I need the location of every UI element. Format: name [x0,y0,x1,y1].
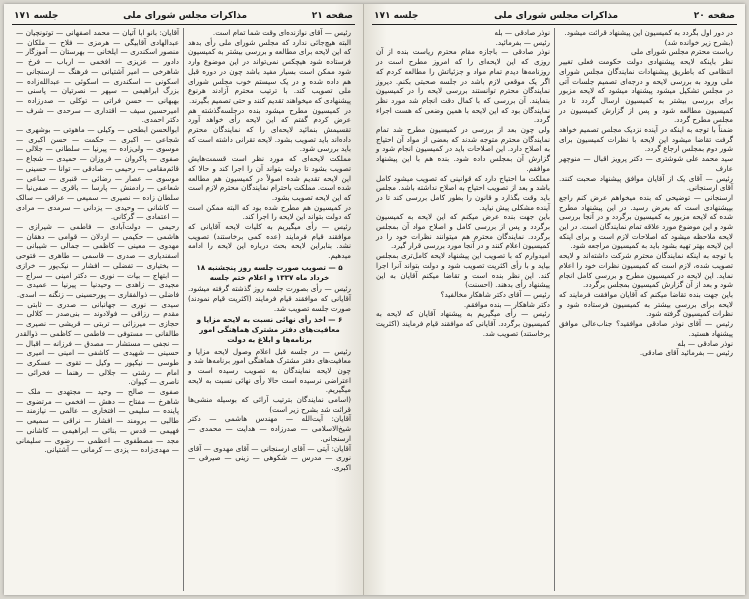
body-paragraph: ریاست محترم مجلس شورای ملی [630,47,733,57]
body-paragraph: امیدوارم که با تصویب این پیشنهاد لایحه کامل‌تری بمجلس بیاید و با رأی اکثریت تصویب شود و دولت بتواند آنرا اجرا کند. این نظر بنده است و تقاضا میکنم آقایان به این پیشنهاد رأی بدهند. (احسنت) [376,251,550,290]
left-page-number: صفحه ۲۱ [311,10,353,21]
body-paragraph: مملکت لایحه‌ای که مورد نظر است قسمت‌هایش تصویب بشود تا دولت بتواند آن را اجرا کند و حالا که این لایحه تقدیم شده اصولاً در کمیسیون هم مطالعه شده است. مملکت باحترام نمایندگان محترم لازم است که این لایحه تصویب بشود. [188,154,351,202]
body-paragraph: ولی چون بعد از بررسی در کمیسیون مطرح شد تمام نمایندگان محترم متوجه شدند که بعضی از مواد آن احتیاج به اصلاح دارد. این اصلاحات باید در کمیسیون انجام شود و گزارش آن بمجلس داده شود. بنده هم با این پیشنهاد موافقم. [376,125,550,173]
name-list-paragraph: سیدی — نوری — جهانبانی — صدری — ثابتی — مقدم — رزاقی — فولادوند — بنی‌صدر — کلالی — حجازی — میرزائی — تربتی — قریشی — نصیری — طالقانی — مستوفی — فاطمی — کاظمی — ذوالقدر — نجفی — مستشار — مصدق — فرزانه — اقبال — حسینی — شهیدی — کاشفی — امینی — امیری — طوسی — نیکپور — وکیل — تقوی — عسکری — امام — رشتی — جلالی — رهنما — فخرائی — ناصری — کیوان. [16,299,179,387]
body-paragraph: باین جهت بنده عرض میکنم که این لایحه به کمیسیون برگردد و پس از بررسی کامل و اصلاح مواد آن بمجلس برگردد. نمایندگان محترم هم میتوانند نظرات خود را در کمیسیون اعلام کنند و در آنجا مورد بررسی قرار گیرد. [376,212,550,251]
right-page-number: صفحه ۲۰ [693,10,735,21]
body-paragraph: در دور اول بگردد به کمیسیون این پیشنهاد قرائت میشود. [564,28,733,37]
body-paragraph: مملکت ما احتیاج دارد که قوانینی که تصویب میشود کامل باشد و بعد از تصویب احتیاج به اصلاح نداشته باشد. مجلس باید وقت بگذارد و قانون را بطور کامل بررسی کند تا در آینده مشکلی پیش نیاید. [376,173,550,212]
speaker-paragraph: رئیس — رأی میگیریم به کلیات لایحه آقایانی که موافقند قیام فرمایند (عده کمی برخاستند) تصویب نشد. بنابراین لایحه بحث درباره این لایحه را ادامه میدهیم. [188,222,351,261]
body-paragraph: البته هیچ‌جائی ندارد که مجلس شورای ملی رأی بدهد که این لایحه برای مطالعه و بررسی بیشتر به کمیسیون فرستاده شود هیچکس نمی‌تواند در این موضوع وارد شود ممکن است بسیار مفید باشد چون در دوره قبل هم داده شده و در یک سیستم خوب مجلس شورای ملی تصویب کند. با ترتیب محترم آزادند هرنوع پیشنهادی که میخواهند تقدیم کنند و حتی تصمیم بگیرند. [188,37,351,105]
document-spread [4,4,745,595]
body-paragraph: باین جهت بنده تقاضا میکنم که آقایان موافقت فرمایند که لایحه برای بررسی بیشتر به کمیسیون فرستاده شود و نظرات کمیسیون گرفته شود. [559,289,733,319]
body-paragraph: با توجه به اینکه نمایندگان محترم شرکت داشته‌اند و لایحه تصویب شده، لازم است که کمیسیون نظرات خود را اعلام نماید. این لایحه در کمیسیون مطرح و بررسی کامل انجام شود و بعد از آن گزارش کمیسیون بمجلس برگردد. [559,251,733,290]
speaker-paragraph: رئیس — بفرمائید آقای صادقی. [639,348,733,358]
body-paragraph: رئیس — در جلسه قبل اعلام وصول لایحه مزایا و معافیت‌های دفتر مشترک هماهنگی امور برنامه‌ها شد و چون لایحه نمایندگان به تصویب رسیده است و اعتراضی نرسیده است حالا رأی نهائی نسبت به لایحه میگیریم. [188,346,351,395]
speaker-paragraph: دکتر شاهکار — بنده موافقم. [463,299,550,309]
body-paragraph: در کمیسیون هم مطرح شده بود که البته ممکن است که دولت بتواند این لایحه را اجرا کند. [188,202,351,222]
speaker-paragraph: نوذر صادقی — بله [677,338,733,348]
body-paragraph: در کمیسیون مطرح میشود بنده درجلسه‌گذشته هم عرض کردم گفتم که این لایحه رأی خواهد آورد تقسیمش بنمائید لایحه‌ای را که نمایندگان محترم داده‌اند باید تصویب بشود. لایحه تقرانی داشته است که باید بررسی شود. [188,105,351,154]
name-list-paragraph: ابوالحسن ابطحی — وکیلی — ماهوتی — بوشهری — شجاعی — اکبری — حکمت — حسن اکبری — موسوی — ولی‌زاده — پیرنیا — سلطانی — جلالی — صفوی — پاکروان — فروزان — حمیدی — شجاع — قائم‌مقامی — رحیمی — صادقی — توانا — حسینی — موسوی — عصار — رضائی — قنبری — ساعی — شعاعی — رادمنش — پارسا — باقری — صفی‌نیا — سلطان زاده — نصیری — سمیعی — عراقی — سالک — کاشانی — وحیدی — یزدانی — سرمدی — مرادی — اعتمادی — گرکانی. [16,125,179,222]
speaker-paragraph: رئیس — بفرمائید. [495,37,550,47]
speaker-paragraph: رئیس — آقای دکتر شاهکار مخالفید؟ [440,289,550,299]
name-list-paragraph: رحیمی — دولت‌آبادی — فاطمی — شیرازی — هاشمی — حکیمی — اردلان — قوامی — دهقان — مهدوی — معینی — کاظمی — جمالی — شیبانی — اسفندیاری — صدری — قاسمی — طاهری — فتوحی — بختیاری — تفضلی — افشار — نیک‌پور — خرازی — ابتهاج — بیات — نوری — دکتر امینی — سراج — مجیدی — زاهدی — وحیدنیا — پیرنیا — عمیدی — فاضلی — ذوالفقاری — پورحسینی — زنگنه — اسدی. [16,222,179,299]
left-page-columns [12,28,355,591]
right-page-session: جلسه ۱۷۱ [374,10,419,21]
right-page-header [372,8,737,25]
body-paragraph: (بشرح زیر خوانده شد) [664,37,733,47]
body-paragraph: (اسامی نمایندگان بترتیب آرائی که بوسیله منشی‌ها قرائت شد بشرح زیر است) [188,395,351,414]
left-page-title: مذاکرات مجلس شورای ملی [123,10,248,21]
name-list-paragraph: صفوی — صالح — وحید — مجتهدی — ملک — شاهرخ — مفتاح — دهش — افخمی — مرتضوی — پاینده — سلیمی — افتخاری — عالمی — نیازمند — طالبی — برومند — افشار — نراقی — سمیعی — فهیمی — قدس — بنائی — ابراهیمی — کاشانی — مجد — مصطفوی — اعظمی — رضوی — سلیمانی — مهدی‌زاده — یزدی — کرمانی — آشتیانی. [16,387,179,455]
left-page-left-column [12,28,184,591]
speaker-paragraph: رئیس — آقای یک از آقایان موافق پیشنهاد صحبت کنند. آقای ارسنجانی. [559,173,733,193]
body-paragraph: آقایان: آیتی — آقای ارسنجانی — آقای مهدوی — آقای نوری — مدرس — شکوهی — زینی — صیرفی — اکبری. [188,443,351,472]
body-paragraph: رئیس — رأی میگیریم به پیشنهاد آقایان که لایحه به کمیسیون برگردد. آقایانی که موافقند قیام فرمایند (اکثریت برخاستند) تصویب شد. [376,309,550,338]
speaker-paragraph: ارسنجانی — توضیحی که بنده میخواهم عرض کنم راجع بپیشنهادی است که بعرض رسید. در این پیشنهاد مطرح شده که لایحه مزبور به کمیسیون برگردد و در آنجا بررسی شود و این موضوع مورد علاقه تمام نمایندگان است. در این لایحه ملاحظه میشود که اصلاحات لازم است و برای اینکه این لایحه بهتر تهیه بشود باید به کمیسیون مراجعه شود. [559,192,733,251]
left-page-session: جلسه ۱۷۱ [14,10,59,21]
section-heading: ۶ — اخذ رأی نهائی نسبت به لایحه مزایا و معافیت‌های دفتر مشترک هماهنگی امور برنامه‌ها و ابلاغ به دولت [196,315,343,344]
speaker-paragraph: رئیس — آقای نوذر صادقی موافقید؟ جناب‌عالی موافق پیشنهاد هستید. [559,319,733,338]
body-paragraph: نظر باینکه لایحه پیشنهادی دولت حکومت فعلی تغییر انتظامی که باطریق پیشنهادات نمایندگان مجلس شورای ملی ورود به بررسی لایحه و درجه‌ای تصمیم جلسات آتی در مجلس تشکیل میشود پیشنهاد میشود که لایحه مزبور برای بررسی بیشتر به کمیسیون ارسال گردد تا در کمیسیون مطالعه شود و پس از گزارش کمیسیون در مجلس مطرح گردد. [559,57,733,125]
left-page [4,4,364,595]
section-heading: ۵ — تصویب صورت جلسه روز پنجشنبه ۱۸ خرداد ماه ۱۳۳۷ و اعلام ختم جلسه [196,262,343,282]
speaker-paragraph: نوذر صادقی — باجازه مقام محترم ریاست بنده از آن روزی که این لایحه‌ای را که امروز مطرح است در روزنامه‌ها دیدم تمام مواد و جزئیاتش را مطالعه کردم که اگر یک موقعی لازم باشد در جلسه صحبتی بکنم. دیروز نمایندگان محترم توانستند بررسی لایحه را در کمیسیون بنمایند. آن بررسی که با کمال دقت انجام شد مورد نظر نمایندگان بود که این لایحه با همین وضعی که هست اجراء گردد. [376,47,550,125]
speaker-paragraph: رئیس — رأی بصورت جلسه روز گذشته گرفته میشود. آقایانی که موافقند قیام فرمایند (اکثریت قیام نمودند) صورت جلسه تصویب شد. [188,284,351,313]
right-page [364,4,745,595]
left-page-header [12,8,355,25]
name-list-paragraph: آقایان: بانو ابا آتیان — محمد اصفهانی — توتونچیان — عبدالهادی آقابیگی — هرمزی — فلاح — ملکان — منصور اسکندری — ایلخانی — بهرستان — آموزگار — دادور — عزیزی — افخمی — ارباب — فرخ — شاهرخی — امیر آشتیانی — فرهنگ — ارسنجانی — اسکونی — اسکندری — اسکوئی — عبدالله‌زاده — بزرگ ابراهیمی — سپهر — نصرتیان — پاسنی — بهبهانی — حسن فراتی — توکلی — صدرزاده — امیرحسین سیف — اقتداری — سرحدی — شرف — دکتر احمدی. [16,28,179,125]
right-page-left-column [372,28,555,591]
body-paragraph: ضمناً با توجه به اینکه در آینده نزدیک مجلس تصمیم خواهد گرفت تقاضا میشود این لایحه با نظرات کمیسیون برای شور دوم بمجلس ارجاع گردد. [559,125,733,154]
body-paragraph: آقایان: آیت‌الله — مهندس هاشمی — دکتر شیخ‌الاسلامی — صدرزاده — هدایت — محمدی — ارسنجانی. [188,414,351,443]
speaker-paragraph: رئیس — آقای نوازنده‌ای وقت شما تمام است. [212,28,351,37]
right-page-title: مذاکرات مجلس شورای ملی [494,10,619,21]
speaker-paragraph: نوذر صادقی — بله [494,28,550,37]
right-page-columns [372,28,737,591]
body-paragraph: سید محمد علی شوشتری — دکتر پرویز اقبال — منوچهر عارف [559,154,733,173]
left-page-right-column [184,28,355,591]
right-page-right-column [555,28,737,591]
